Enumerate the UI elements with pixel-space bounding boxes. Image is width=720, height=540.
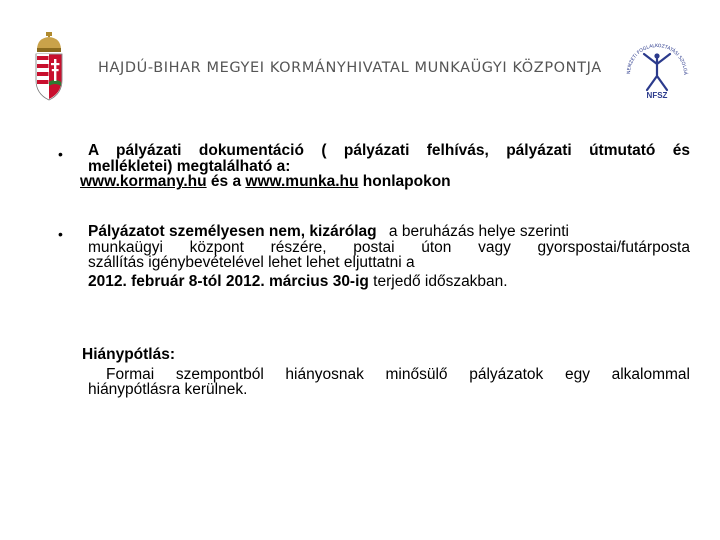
nfsz-logo-text: NFSZ [646, 91, 668, 100]
bullet-1-line-1: A pályázati dokumentáció ( pályázati felhívás, pályázati útmutató és [88, 142, 690, 159]
date-tail: terjedő időszakban. [368, 272, 508, 290]
bullet-1-tail: honlapokon [358, 173, 451, 190]
coat-of-arms-icon [34, 32, 64, 106]
hianypotlas-line-2: hiánypótlásra kerülnek. [88, 381, 248, 398]
date-to: 2012. március 30-ig [225, 272, 369, 290]
kormany-link[interactable]: www.kormany.hu [80, 173, 207, 190]
nfsz-logo-icon [622, 40, 692, 102]
date-from: 2012. február 8-tól [88, 272, 222, 290]
bullet-2-bold-lead: Pályázatot személyesen nem, kizárólag [88, 223, 377, 240]
bullet-2-line-3: szállítás igénybevételével lehet lehet eljuttatni a [88, 254, 415, 271]
hianypotlas-line-1: Formai szempontból hiányosnak minősülő pályázatok egy alkalommal [106, 365, 690, 383]
bullet-marker: • [58, 226, 63, 242]
header [0, 0, 720, 110]
bullet-1-line-3 [80, 174, 690, 190]
bullet-2-date-line [88, 274, 690, 290]
hianypotlas-section [82, 347, 690, 398]
bullet-1-paragraph [80, 142, 690, 190]
munka-link[interactable]: www.munka.hu [245, 173, 359, 190]
hianypotlas-title: Hiánypótlás: [82, 346, 176, 363]
bullet-2-paragraph [88, 224, 690, 289]
bullet-2-line-2: munkaügyi központ részére, postai úton vagy gyorspostai/futárposta [88, 238, 690, 256]
bullet-marker: • [58, 146, 63, 162]
bullet-1-line-2: mellékletei) megtalálható a: [88, 157, 291, 175]
nfsz-ring-text: NEMZETI FOGLALKOZTATÁSI SZOLGÁ [626, 43, 688, 75]
agency-name: HAJDÚ-BIHAR MEGYEI KORMÁNYHIVATAL MUNKAÜGYI KÖZPONTJA [98, 60, 602, 76]
bullet-2-line-1-rest: a beruházás helye szerinti [384, 223, 569, 240]
bullet-1-mid: és a [206, 173, 246, 190]
bullet-2-line-1 [88, 224, 690, 240]
